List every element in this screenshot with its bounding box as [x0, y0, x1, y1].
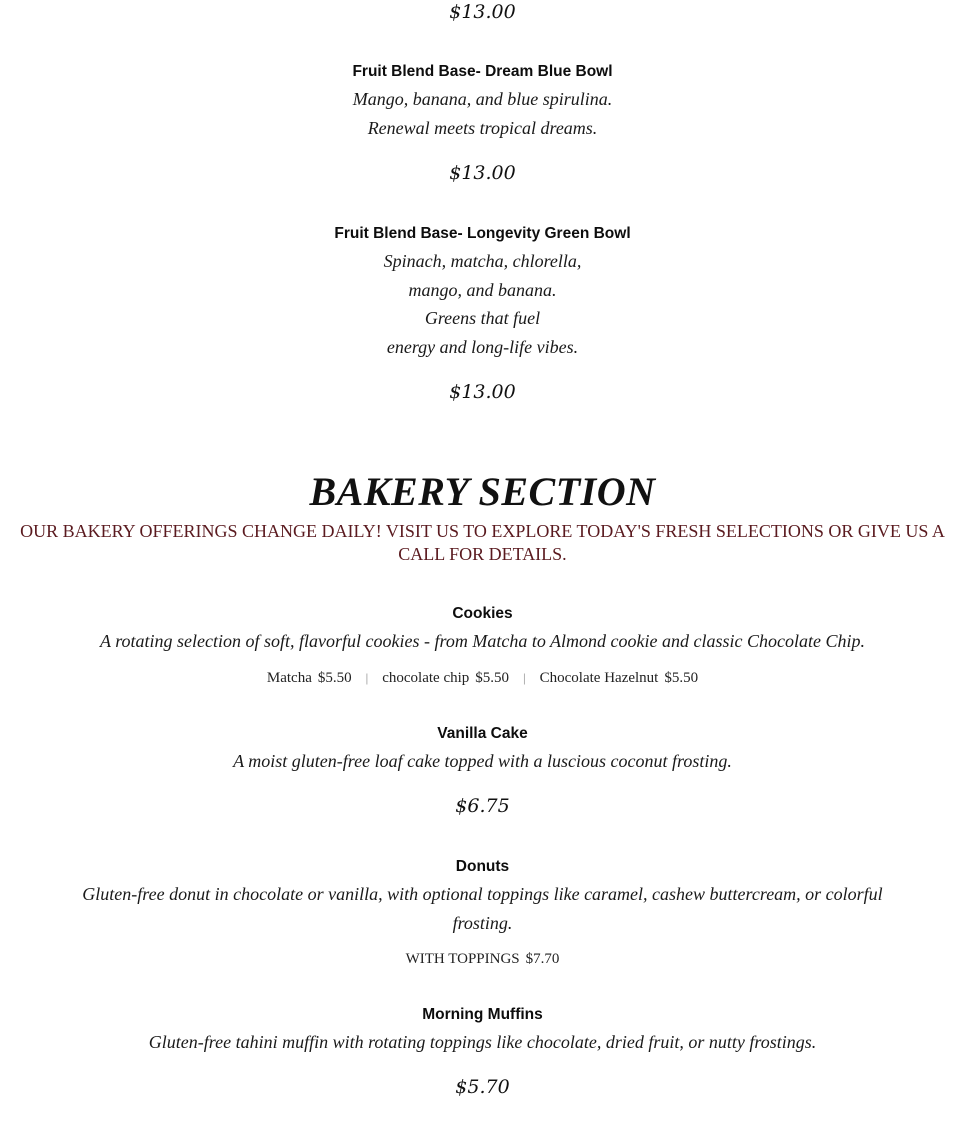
price-row [0, 380, 965, 404]
menu-item-bowl-1 [0, 0, 965, 24]
variant-name: WITH TOPPINGS [405, 951, 520, 967]
variant-list [0, 668, 965, 688]
variant-name: Chocolate Hazelnut [539, 670, 659, 686]
description-line: Greens that fuel [424, 308, 541, 328]
bakery-notice: OUR BAKERY OFFERINGS CHANGE DAILY! VISIT US TO EXPLORE TODAY'S FRESH SELECTIONS OR GIVE US A CALL FOR DETAILS. [20, 521, 945, 564]
item-price: $5.70 [455, 1076, 510, 1098]
description-line: Gluten-free donut in chocolate or vanilla, with optional toppings like caramel, cashew buttercream, or colorful [82, 884, 883, 904]
variant-matcha [267, 668, 352, 688]
menu-item-longevity-green-bowl [0, 224, 965, 361]
description-line: mango, and banana. [408, 279, 557, 300]
item-title: Cookies [452, 605, 513, 622]
variant-list [0, 949, 965, 969]
variant-price: $5.50 [664, 670, 699, 686]
menu-item-donuts [0, 857, 965, 937]
description-line: Gluten-free tahini muffin with rotating toppings like chocolate, dried fruit, or nutty frostings. [148, 1032, 817, 1052]
description-line: A moist gluten-free loaf cake topped with a luscious coconut frosting. [233, 751, 732, 771]
item-price: $13.00 [449, 1, 516, 23]
description-line: energy and long-life vibes. [386, 336, 579, 357]
menu-item-cookies [0, 604, 965, 656]
variant-separator: | [523, 670, 526, 685]
price-row [0, 161, 965, 185]
bakery-section-header [0, 468, 965, 516]
item-description [0, 627, 965, 656]
variant-chocolate-hazelnut [540, 668, 698, 688]
description-line: A rotating selection of soft, flavorful cookies - from Matcha to Almond cookie and classic Chocolate Chip. [100, 631, 865, 651]
item-price: $13.00 [449, 162, 516, 184]
menu-item-dream-blue-bowl [0, 62, 965, 142]
item-description [0, 85, 965, 142]
menu-item-vanilla-cake [0, 724, 965, 776]
price-row [0, 794, 965, 818]
item-price: $13.00 [449, 381, 516, 403]
item-description [0, 1028, 965, 1057]
variant-price: $5.50 [317, 670, 352, 686]
variant-name: Matcha [266, 670, 312, 686]
item-title: Vanilla Cake [437, 725, 528, 742]
item-title: Fruit Blend Base- Dream Blue Bowl [352, 63, 613, 80]
description-line: frosting. [452, 912, 513, 933]
item-title: Fruit Blend Base- Longevity Green Bowl [334, 225, 631, 242]
description-line: Renewal meets tropical dreams. [367, 117, 598, 138]
item-title: Donuts [455, 858, 510, 875]
description-line: Spinach, matcha, chlorella, [383, 251, 582, 271]
variant-price: $7.70 [525, 951, 560, 967]
variant-separator: | [365, 670, 369, 685]
variant-chocolate-chip [382, 668, 509, 688]
price-row [0, 1075, 965, 1099]
section-title: BAKERY SECTION [309, 469, 656, 514]
bakery-notice-wrap [0, 520, 965, 566]
variant-with-toppings [406, 949, 560, 969]
variant-price: $5.50 [475, 670, 510, 686]
variant-row [0, 668, 965, 688]
item-title: Morning Muffins [422, 1006, 543, 1023]
item-description [0, 747, 965, 776]
item-description [0, 880, 965, 937]
variant-name: chocolate chip [382, 670, 470, 686]
item-price: $6.75 [455, 795, 510, 817]
variant-row [0, 949, 965, 969]
item-description [0, 247, 965, 361]
menu-item-morning-muffins [0, 1005, 965, 1057]
description-line: Mango, banana, and blue spirulina. [352, 89, 613, 109]
